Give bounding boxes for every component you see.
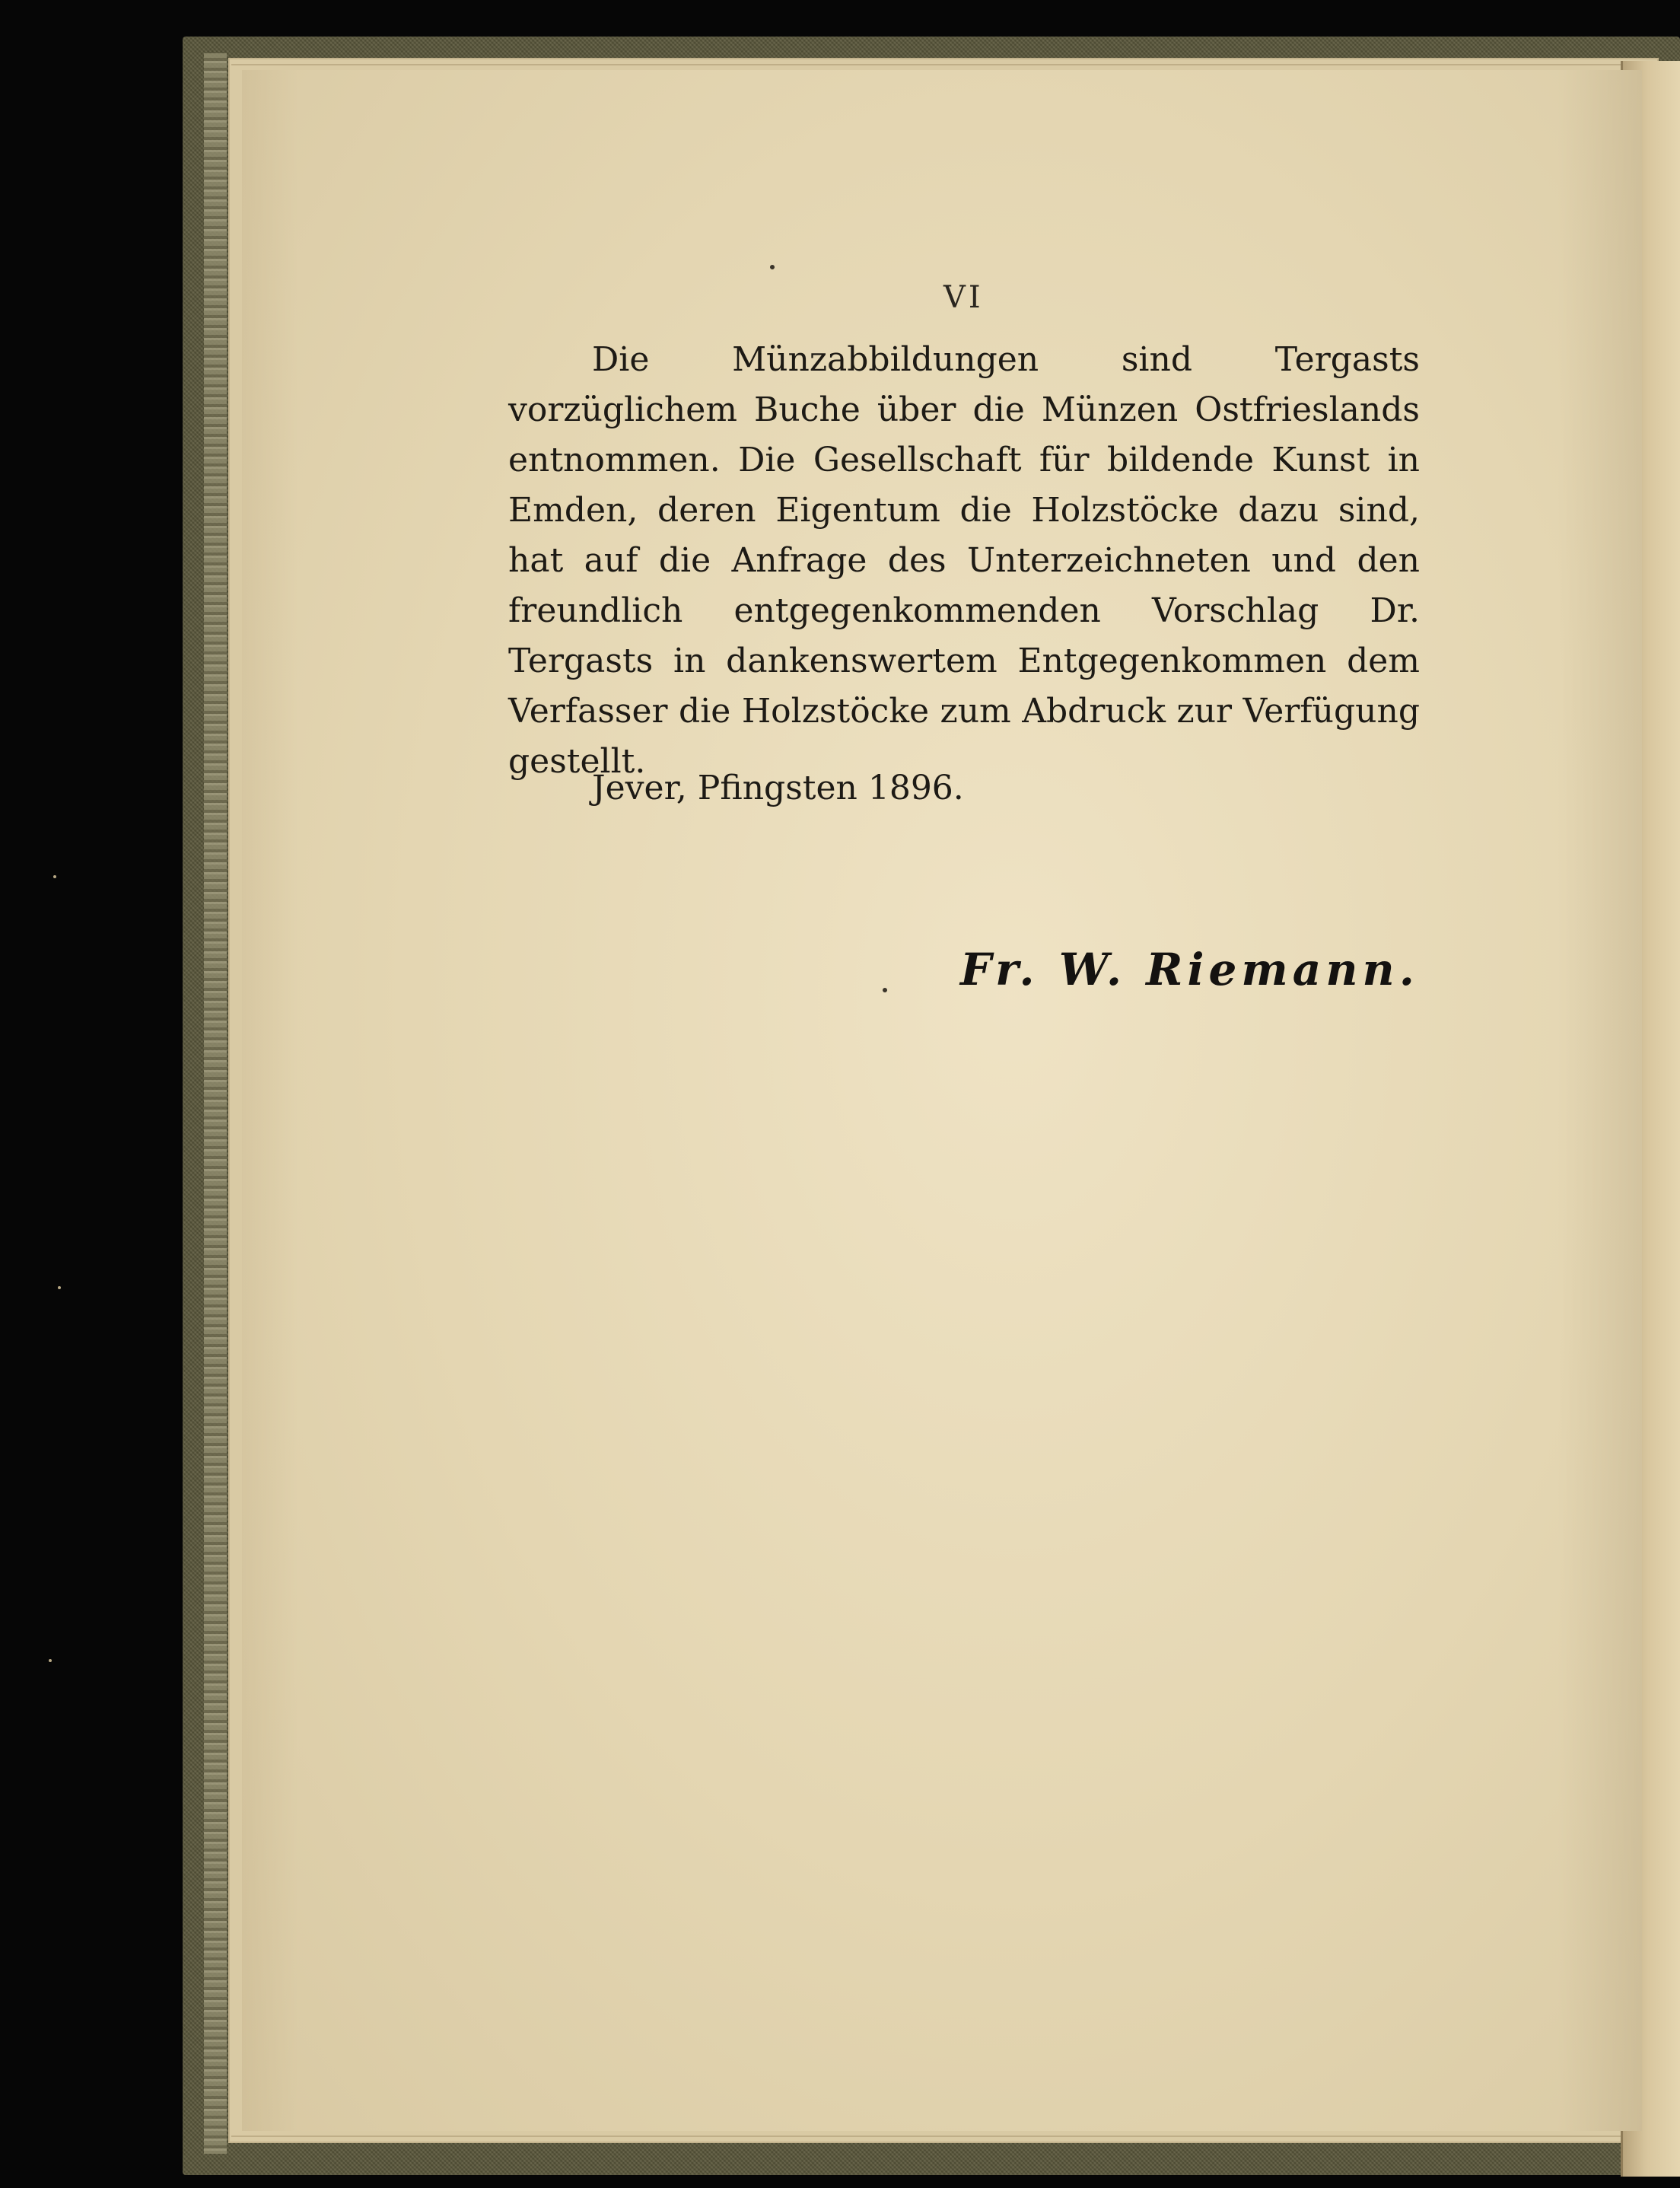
binding-strip — [204, 53, 227, 2154]
body-text — [508, 335, 1420, 787]
dust-mark — [49, 1659, 52, 1662]
author-signature: Fr. W. Riemann. — [960, 944, 1419, 995]
preface-paragraph: Die Münzabbildungen sind Tergasts vorzüglichem Buche über die Münzen Ostfrieslands entnommen. Die Gesellschaft für bildende Kunst in Emden, deren Eigentum die Holzstöcke dazu sind, hat auf die Anfrage des Unterzeichneten und den freundlich entgegenkommenden Vorschlag Dr. Tergasts in dankenswertem Entgegenkommen dem Verfasser die Holzstöcke zum Abdruck zur Verfügung gestellt. — [508, 340, 1420, 781]
page-number: VI — [943, 280, 984, 315]
dust-mark — [53, 875, 56, 878]
ink-speck — [770, 265, 775, 269]
page-edge-line — [231, 2135, 1654, 2137]
dust-mark — [58, 1286, 61, 1289]
place-and-date: Jever, Pfingsten 1896. — [592, 769, 964, 807]
page-edge-line — [231, 64, 1654, 65]
ink-speck — [883, 988, 887, 992]
